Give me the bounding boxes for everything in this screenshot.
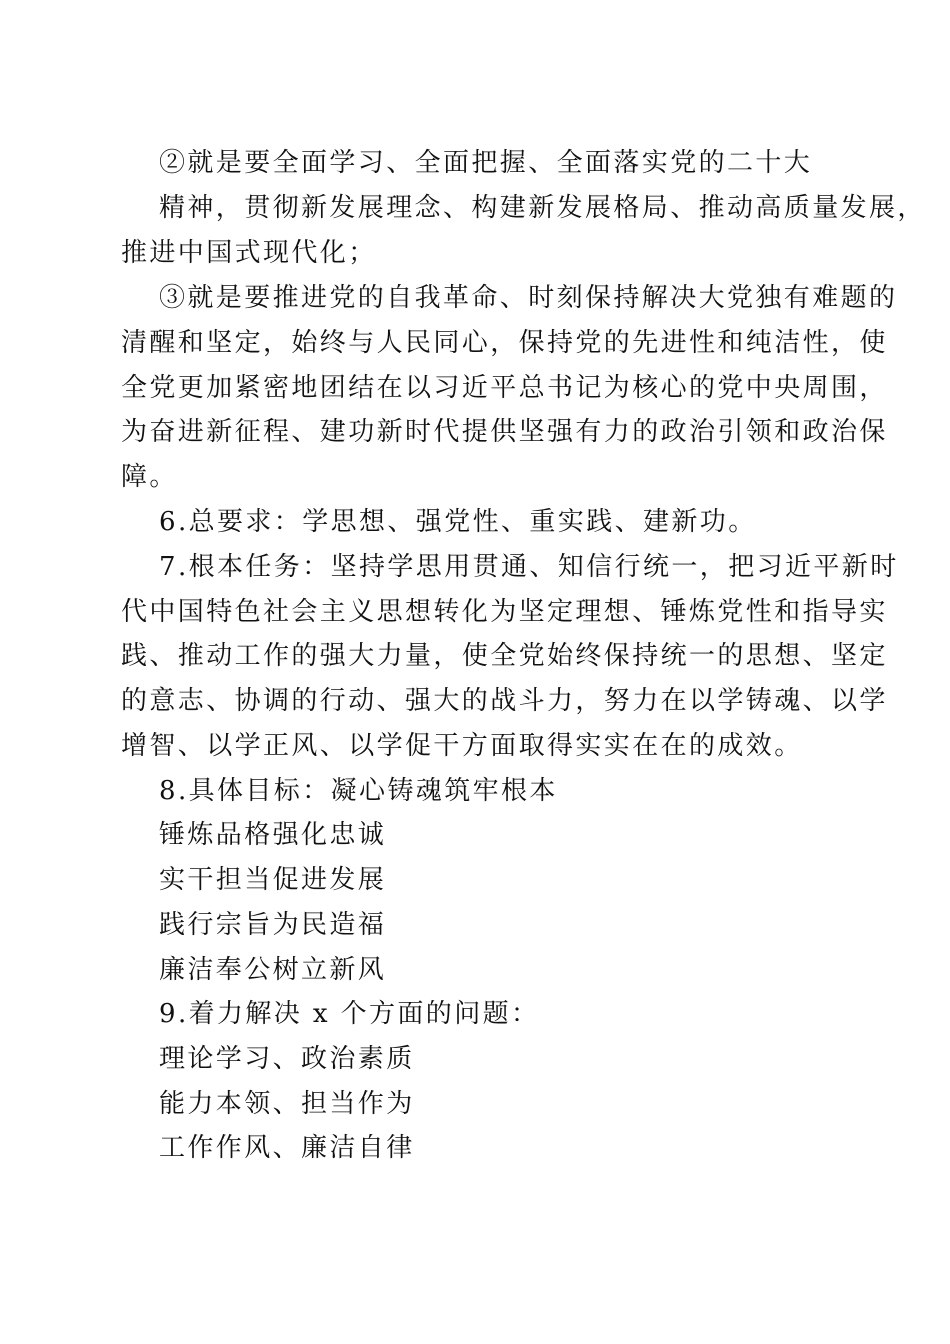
p2-line-2: 精神，贯彻新发展理念、构建新发展格局、推动高质量发展， xyxy=(159,193,926,223)
issue-item: 工作作风、廉洁自律 xyxy=(159,1133,415,1163)
goal-item: 锤炼品格强化忠诚 xyxy=(159,820,387,850)
p2-line-1: ②就是要全面学习、全面把握、全面落实党的二十大 xyxy=(159,148,813,178)
item8-heading: 8.具体目标：凝心铸魂筑牢根本 xyxy=(159,776,558,806)
item-6: 6.总要求：学思想、强党性、重实践、建新功。 xyxy=(159,507,757,537)
goal-item: 践行宗旨为民造福 xyxy=(159,910,387,940)
item7-line-5: 增智、以学正风、以学促干方面取得实实在在的成效。 xyxy=(121,731,803,761)
p3-line-2: 清醒和坚定，始终与人民同心，保持党的先进性和纯洁性，使 xyxy=(121,328,888,358)
p3-line-5: 障。 xyxy=(121,462,178,492)
p2-line-3: 推进中国式现代化； xyxy=(121,238,377,268)
item7-line-1: 7.根本任务：坚持学思用贯通、知信行统一，把习近平新时 xyxy=(159,552,899,582)
item9-heading: 9.着力解决 x 个方面的问题： xyxy=(159,999,540,1029)
goal-item: 廉洁奉公树立新风 xyxy=(159,955,387,985)
item7-line-2: 代中国特色社会主义思想转化为坚定理想、锤炼党性和指导实 xyxy=(121,597,888,627)
item7-line-3: 践、推动工作的强大力量，使全党始终保持统一的思想、坚定 xyxy=(121,641,888,671)
p3-line-1: ③就是要推进党的自我革命、时刻保持解决大党独有难题的 xyxy=(159,283,898,313)
issue-item: 能力本领、担当作为 xyxy=(159,1089,415,1119)
p3-line-3: 全党更加紧密地团结在以习近平总书记为核心的党中央周围， xyxy=(121,373,888,403)
p3-line-4: 为奋进新征程、建功新时代提供坚强有力的政治引领和政治保 xyxy=(121,417,888,447)
item7-line-4: 的意志、协调的行动、强大的战斗力，努力在以学铸魂、以学 xyxy=(121,686,888,716)
goal-item: 实干担当促进发展 xyxy=(159,865,387,895)
issue-item: 理论学习、政治素质 xyxy=(159,1044,415,1074)
